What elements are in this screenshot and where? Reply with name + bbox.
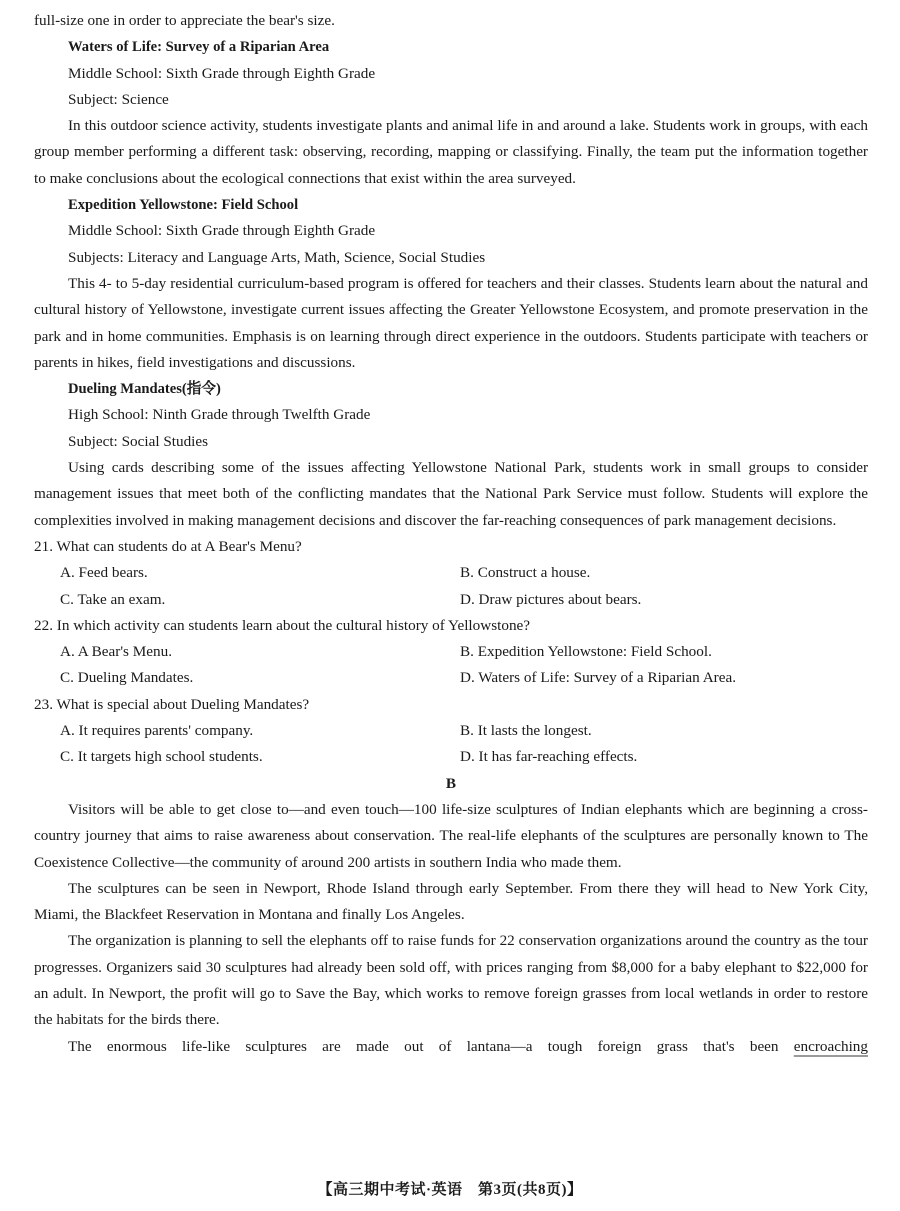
page-footer: 【高三期中考试·英语 第3页(共8页)】: [317, 1182, 583, 1198]
option-b: B. Construct a house.: [460, 564, 591, 582]
activity-title: Dueling Mandates(指令): [68, 381, 221, 398]
activity-subject: Subject: Social Studies: [68, 432, 209, 450]
question-stem: 22. In which activity can students learn about the cultural history of Yellowstone?: [34, 616, 531, 634]
question-22: [34, 613, 868, 692]
activity-level: Middle School: Sixth Grade through Eighth Grade: [68, 64, 376, 82]
option-d: D. Draw pictures about bears.: [460, 590, 642, 608]
option-a: A. A Bear's Menu.: [60, 643, 172, 661]
activity-waters-of-life: [34, 34, 868, 192]
option-c: C. Dueling Mandates.: [60, 669, 194, 687]
option-c: C. Take an exam.: [60, 590, 166, 608]
question-stem: 23. What is special about Dueling Mandates?: [34, 695, 310, 713]
activity-expedition-yellowstone: [34, 192, 868, 376]
activity-description: This 4- to 5-day residential curriculum-based program is offered for teachers and their classes. Students learn about the natural and cultural history of Yellowstone, investigate current issues affecting the Greater Yellowstone Ecosystem, and promote preservation in the park and in home communities. Emphasis is on learning through direct experience in the outdoors. Students participate with teachers or parents in hikes, field investigations and discussions.: [34, 274, 868, 371]
activity-title: Expedition Yellowstone: Field School: [68, 197, 299, 214]
question-23: [34, 692, 868, 771]
question-21: [34, 534, 868, 613]
option-d: D. Waters of Life: Survey of a Riparian Area.: [460, 669, 736, 687]
option-b: B. It lasts the longest.: [460, 722, 592, 740]
activity-description: Using cards describing some of the issues affecting Yellowstone National Park, students work in small groups to consider management issues that meet both of the conflicting mandates that the National Park Service must follow. Students will explore the complexities involved in making management decisions and discover the far-reaching consequences of park management decisions.: [34, 459, 868, 529]
activity-dueling-mandates: [34, 376, 868, 534]
option-a: A. It requires parents' company.: [60, 722, 254, 740]
option-a: A. Feed bears.: [60, 564, 148, 582]
activity-subject: Subject: Science: [68, 90, 169, 108]
passage-paragraph: The organization is planning to sell the elephants off to raise funds for 22 conservation organizations around the country as the tour progresses. Organizers said 30 sculptures had already been sold off, with prices ranging from $8,000 for a baby elephant to $22,000 for an adult. In Newport, the profit will go to Save the Bay, which works to remove foreign grasses from local wetlands in order to restore the habitats for the birds there.: [34, 932, 868, 1029]
activity-subject: Subjects: Literacy and Language Arts, Math, Science, Social Studies: [68, 248, 486, 266]
activity-title: Waters of Life: Survey of a Riparian Area: [68, 39, 330, 56]
passage-text: The enormous life-like sculptures are made out of lantana—a tough foreign grass that's been: [68, 1037, 794, 1055]
carryover-text: full-size one in order to appreciate the bear's size.: [34, 12, 335, 29]
activity-level: High School: Ninth Grade through Twelfth Grade: [68, 406, 371, 424]
question-stem: 21. What can students do at A Bear's Menu?: [34, 537, 302, 555]
section-b-label: B: [445, 774, 457, 792]
passage-paragraph: Visitors will be able to get close to—and even touch—100 life-size sculptures of Indian elephants which are beginning a cross-country journey that aims to raise awareness about conservation. The real-life elephants of the sculptures are personally known to The Coexistence Collective—the community of around 200 artists in southern India who made them.: [34, 800, 868, 871]
option-c: C. It targets high school students.: [60, 748, 263, 766]
option-b: B. Expedition Yellowstone: Field School.: [460, 643, 712, 661]
passage-paragraph-last: [34, 1034, 868, 1060]
underlined-vocab-word: encroaching: [793, 1037, 868, 1055]
option-d: D. It has far-reaching effects.: [460, 748, 638, 766]
activity-description: In this outdoor science activity, students investigate plants and animal life in and around a lake. Students work in groups, with each group member performing a different task: observing, recording, mapping or classifying. Finally, the team put the information together to make conclusions about the ecological connections that exist within the area surveyed.: [34, 117, 868, 187]
passage-paragraph: The sculptures can be seen in Newport, Rhode Island through early September. From there they will head to New York City, Miami, the Blackfeet Reservation in Montana and finally Los Angeles.: [34, 879, 868, 924]
exam-page: [34, 8, 868, 1060]
activity-level: Middle School: Sixth Grade through Eighth Grade: [68, 222, 376, 240]
